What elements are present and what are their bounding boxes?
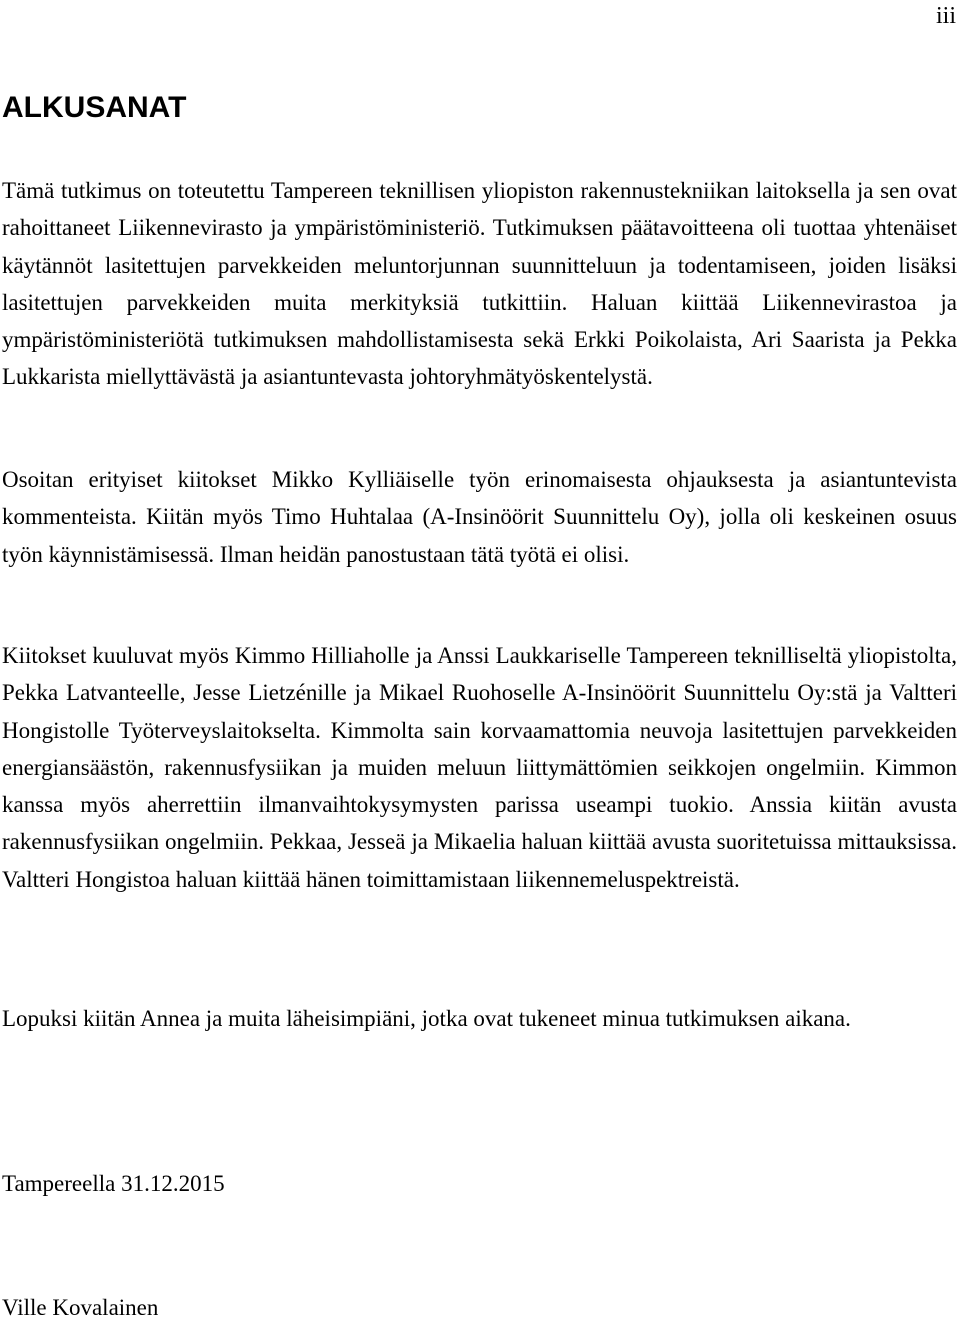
paragraph-special-thanks: Osoitan erityiset kiitokset Mikko Kylliäiselle työn erinomaisesta ohjauksesta ja asiantuntevista kommenteista. Kiitän myös Timo Huhtalaa (A-Insinöörit Suunnittelu Oy), jolla oli keskeinen osuus työn käynnistämisessä. Ilman heidän panostustaan tätä työtä ei olisi. bbox=[2, 467, 957, 567]
page-title: ALKUSANAT bbox=[2, 91, 187, 124]
place-date: Tampereella 31.12.2015 bbox=[2, 1171, 225, 1196]
paragraph-personal-thanks: Lopuksi kiitän Annea ja muita läheisimpiäni, jotka ovat tukeneet minua tutkimuksen aikana. bbox=[2, 1006, 851, 1031]
page-number: iii bbox=[935, 3, 956, 29]
paragraph-funding: Tämä tutkimus on toteutettu Tampereen teknillisen yliopiston rakennustekniikan laitoksella ja sen ovat rahoittaneet Liikennevirasto ja ympäristöministeriö. Tutkimuksen päätavoitteena oli tuottaa yhtenäiset käytännöt lasitettujen parvekkeiden meluntorjunnan suunnitteluun ja todentamiseen, joiden lisäksi lasitettujen parvekkeiden muita merkityksiä tutkittiin. Haluan kiittää Liikennevirastoa ja ympäristöministeriötä tutkimuksen mahdollistamisesta sekä Erkki Poikolaista, Ari Saarista ja Pekka Lukkarista miellyttävästä ja asiantuntevasta johtoryhmätyöskentelystä. bbox=[2, 178, 957, 390]
paragraph-colleague-thanks: Kiitokset kuuluvat myös Kimmo Hilliaholle ja Anssi Laukkariselle Tampereen teknilliseltä yliopistolta, Pekka Latvanteelle, Jesse Lietzénille ja Mikael Ruohoselle A-Insinöörit Suunnittelu Oy:stä ja Valtteri Hongistolle Työterveyslaitokselta. Kimmolta sain korvaamattomia neuvoja lasitettujen parvekkeiden energiansäästön, rakennusfysiikan ja muiden meluun liittymättömien seikkojen ongelmiin. Kimmon kanssa myös aherrettiin ilmanvaihtokysymysten parissa useampi tuokio. Anssia kiitän avusta rakennusfysiikan ongelmiin. Pekkaa, Jesseä ja Mikaelia haluan kiittää avusta suoritetuissa mittauksissa. Valtteri Hongistoa haluan kiittää hänen toimittamistaan liikennemeluspektreistä. bbox=[2, 643, 957, 892]
author-signature: Ville Kovalainen bbox=[2, 1295, 159, 1320]
